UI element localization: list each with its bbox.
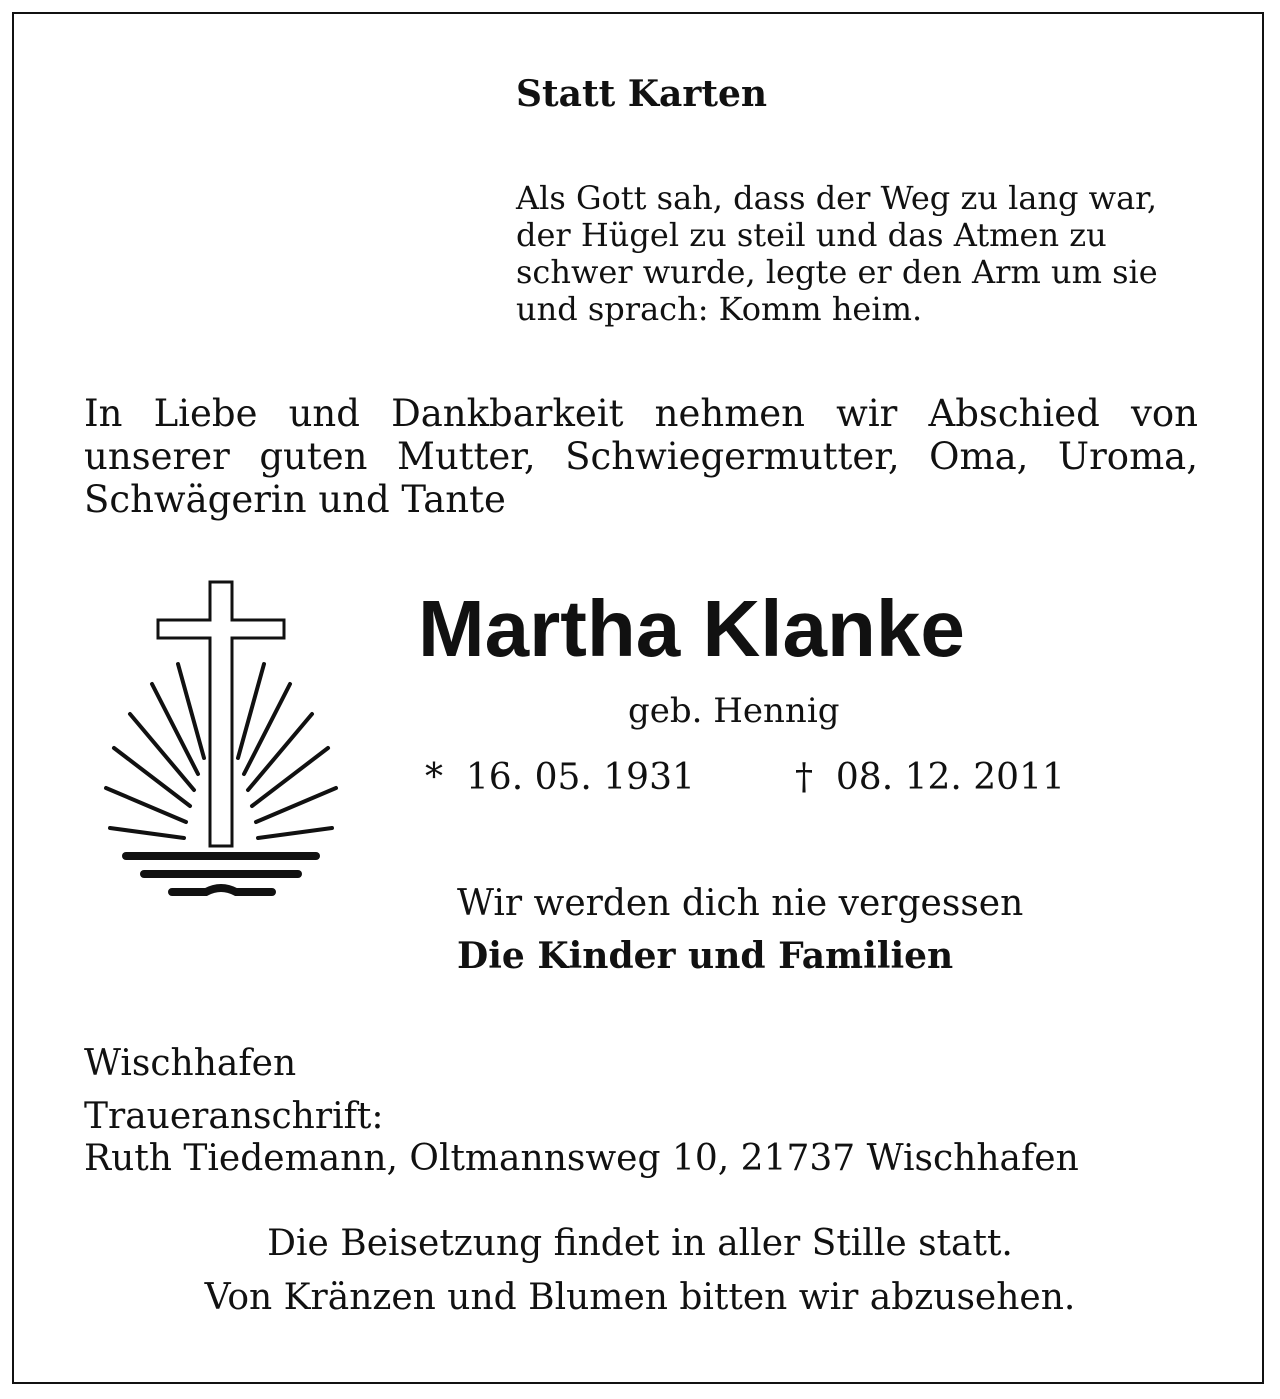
poem-line: der Hügel zu steil und das Atmen zu	[516, 216, 1107, 254]
cross-icon	[158, 582, 284, 846]
poem-line: und sprach: Komm heim.	[516, 290, 923, 328]
address-label: Traueranschrift:	[84, 1096, 384, 1137]
mourning-address: Ruth Tiedemann, Oltmannsweg 10, 21737 Wischhafen	[84, 1138, 1079, 1179]
intro-line: In Liebe und Dankbarkeit nehmen wir Abschied von	[84, 392, 1198, 435]
intro-text	[84, 392, 1198, 521]
intro-line: unserer guten Mutter, Schwiegermutter, Oma, Uroma,	[84, 435, 1198, 478]
poem-line: schwer wurde, legte er den Arm um sie	[516, 253, 1158, 291]
remembrance-line: Wir werden dich nie vergessen	[457, 883, 1024, 924]
cross-with-rising-sun-icon	[96, 576, 346, 906]
footer-line: Von Kränzen und Blumen bitten wir abzusehen.	[204, 1277, 1076, 1318]
deceased-name: Martha Klanke	[418, 584, 965, 673]
water-lines-icon	[126, 856, 316, 892]
intro-line: Schwägerin und Tante	[84, 478, 506, 521]
sun-rays-icon	[106, 664, 336, 838]
signature: Die Kinder und Familien	[457, 935, 954, 977]
place: Wischhafen	[84, 1043, 297, 1084]
death-date: † 08. 12. 2011	[795, 757, 1065, 798]
footer-line: Die Beisetzung findet in aller Stille statt.	[267, 1223, 1013, 1264]
poem	[516, 180, 1216, 328]
birth-date: * 16. 05. 1931	[425, 757, 695, 798]
notice-heading: Statt Karten	[516, 73, 768, 115]
poem-line: Als Gott sah, dass der Weg zu lang war,	[516, 179, 1158, 217]
maiden-name: geb. Hennig	[628, 691, 840, 731]
